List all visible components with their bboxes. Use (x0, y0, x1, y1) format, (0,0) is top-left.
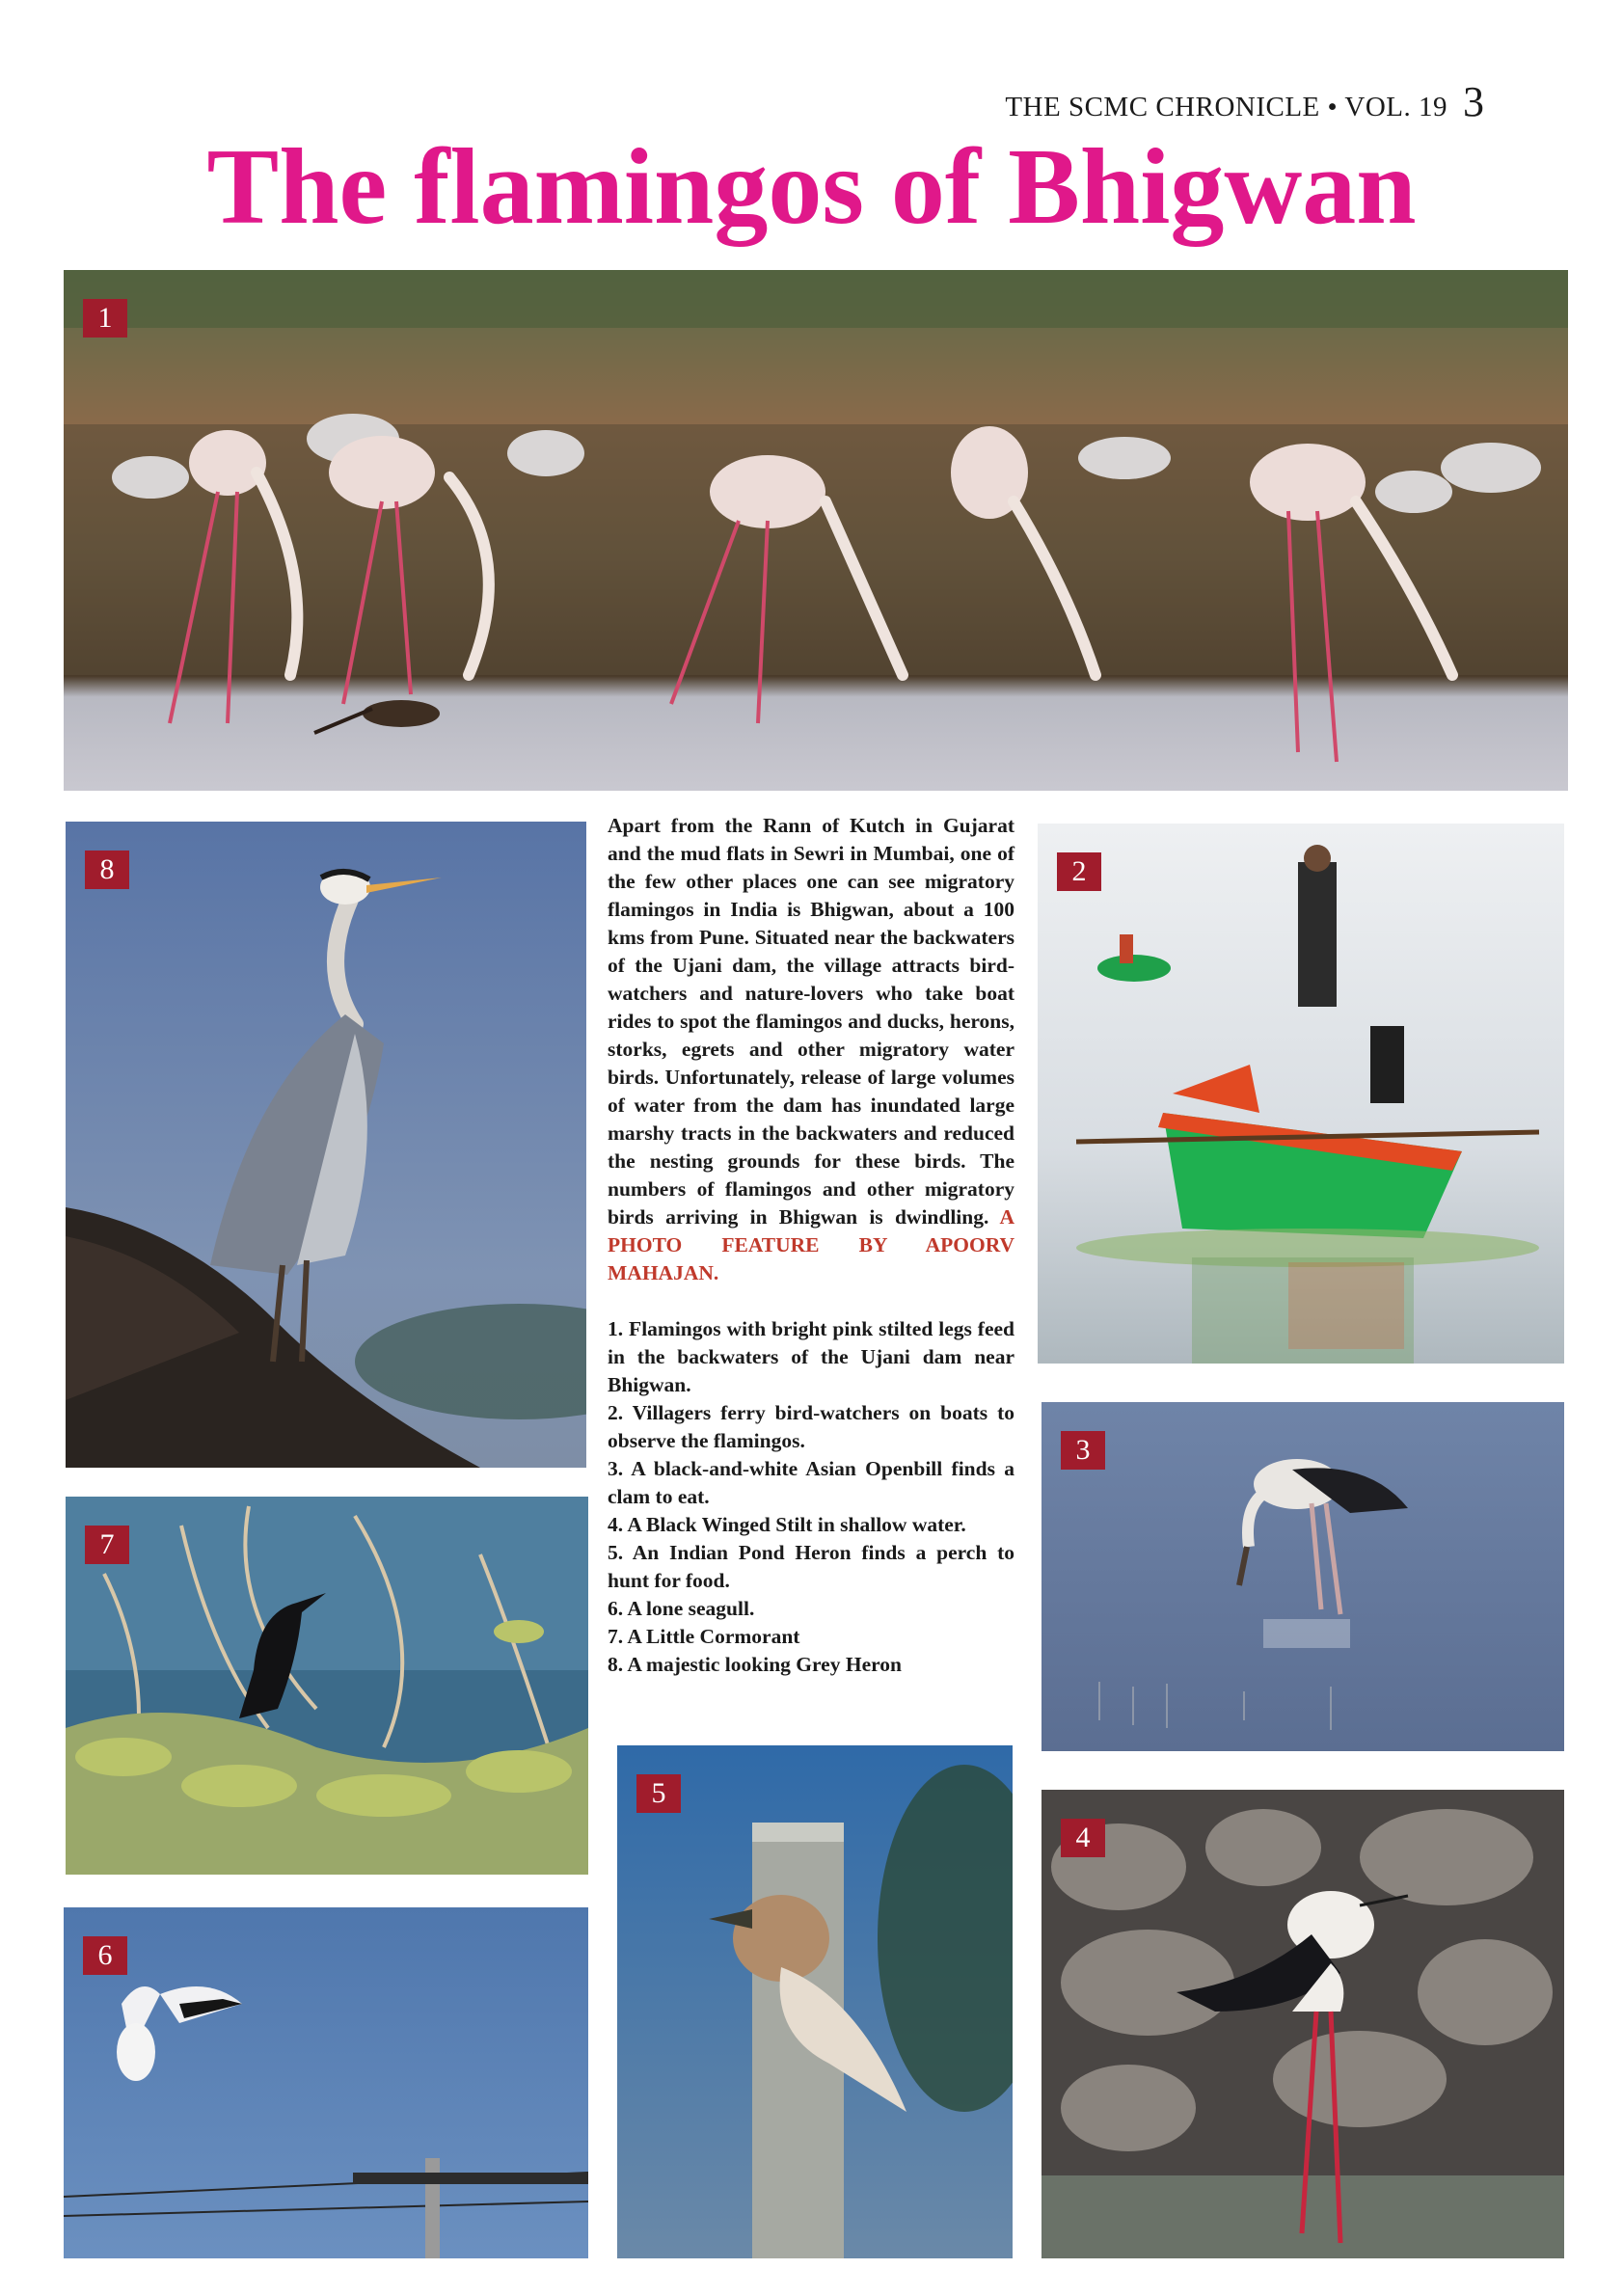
caption-item: 4. A Black Winged Stilt in shallow water. (608, 1513, 966, 1536)
photo-4-black-winged-stilt (1041, 1790, 1564, 2258)
page-number: 3 (1463, 78, 1484, 125)
photo-3-asian-openbill (1041, 1402, 1564, 1751)
caption-item: 8. A majestic looking Grey Heron (608, 1653, 902, 1676)
photo-number-badge: 6 (83, 1936, 127, 1975)
photo-number-badge: 7 (85, 1526, 129, 1564)
seagull-image (64, 1907, 588, 2258)
page-header (1005, 77, 1484, 135)
grey-heron-image (66, 822, 586, 1468)
caption-item: 6. A lone seagull. (608, 1597, 755, 1620)
photo-8-grey-heron (66, 822, 586, 1468)
photo-6-seagull (64, 1907, 588, 2258)
photo-number-badge: 4 (1061, 1819, 1105, 1857)
caption-item: 1. Flamingos with bright pink stilted legs feed in the backwaters of the Ujani dam near Bhigwan. (608, 1317, 1014, 1396)
black-winged-stilt-image (1041, 1790, 1564, 2258)
caption-item: 5. An Indian Pond Heron finds a perch to hunt for food. (608, 1541, 1014, 1592)
article-intro: Apart from the Rann of Kutch in Gujarat and the mud flats in Sewri in Mumbai, one of the few other places one can see migratory flamingos in India is Bhigwan, about a 100 kms from Pune. Situated near the backwaters of the Ujani dam, the village attracts bird-watchers and nature-lovers who take boat rides to spot the flamingos and ducks, herons, storks, egrets and other migratory water birds. Unfortunately, release of large volumes of water from the dam has inundated large marshy tracts in the backwaters and reduced the nesting grounds for these birds. The numbers of flamingos and other migratory birds arriving in Bhigwan is dwindling. (608, 814, 1014, 1229)
photo-number-badge: 8 (85, 851, 129, 889)
page-title: The flamingos of Bhigwan (206, 127, 1417, 247)
photo-credit: A PHOTO FEATURE BY APOORV MAHAJAN. (608, 1205, 1014, 1284)
flamingos-image (64, 270, 1568, 791)
little-cormorant-image (66, 1497, 588, 1875)
caption-item: 2. Villagers ferry bird-watchers on boats to observe the flamingos. (608, 1401, 1014, 1452)
photo-2-boat (1038, 824, 1564, 1364)
indian-pond-heron-image (617, 1745, 1013, 2258)
photo-number-badge: 3 (1061, 1431, 1105, 1470)
photo-number-badge: 5 (636, 1774, 681, 1813)
photo-1-flamingos (64, 270, 1568, 791)
photo-5-indian-pond-heron (617, 1745, 1013, 2258)
photo-number-badge: 2 (1057, 852, 1101, 891)
caption-item: 3. A black-and-white Asian Openbill finds a clam to eat. (608, 1457, 1014, 1508)
article-text (608, 812, 1014, 1679)
article-body (608, 812, 1014, 1287)
publication-name: THE SCMC CHRONICLE • VOL. 19 (1005, 92, 1447, 122)
caption-list (608, 1315, 1014, 1679)
photo-7-little-cormorant (66, 1497, 588, 1875)
boat-image (1038, 824, 1564, 1364)
photo-number-badge: 1 (83, 299, 127, 338)
caption-item: 7. A Little Cormorant (608, 1625, 800, 1648)
asian-openbill-image (1041, 1402, 1564, 1751)
